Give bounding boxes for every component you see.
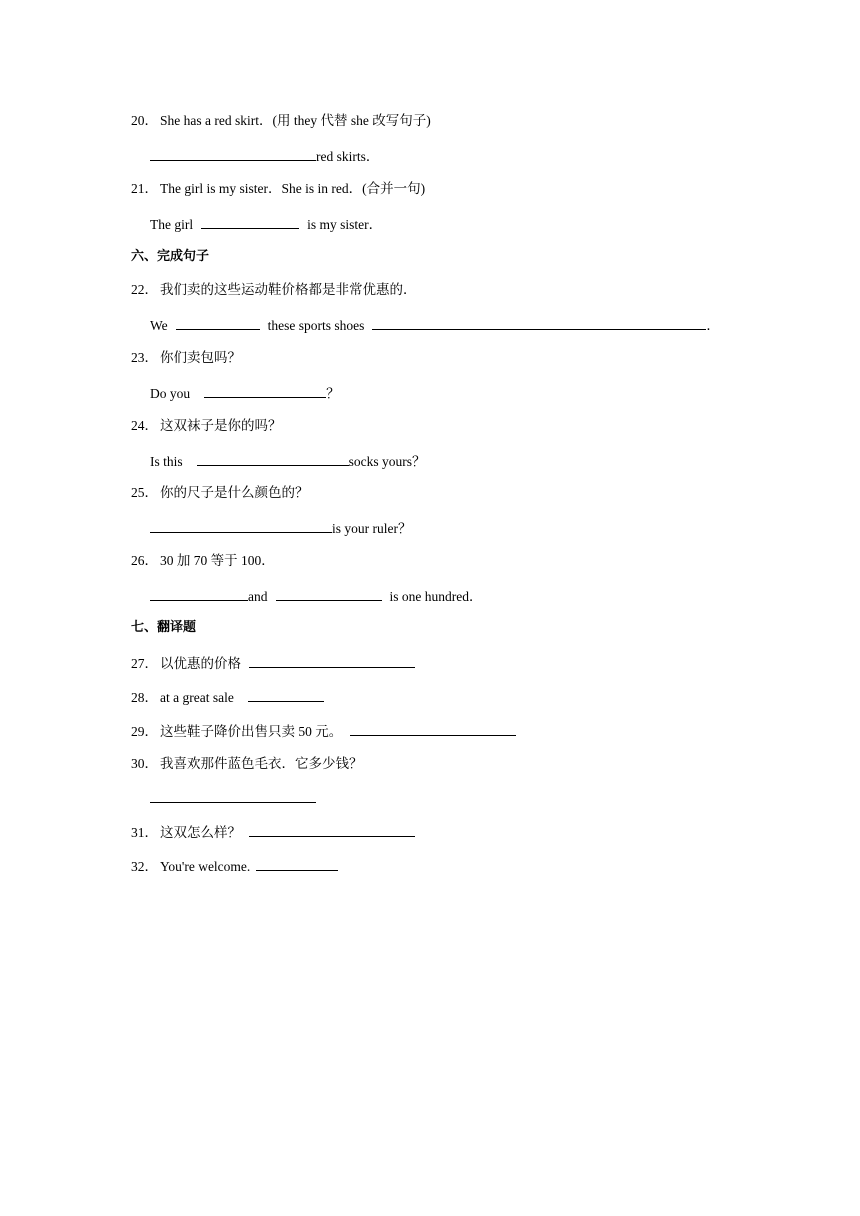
answer-blank[interactable] [372,315,706,330]
answer-text: Do you [150,386,191,401]
question-text: 这双袜子是你的吗？ [160,418,282,433]
question-number: 26． [131,553,158,568]
answer-blank[interactable] [204,383,326,398]
answer-text: socks yours？ [348,454,426,469]
answer-blank[interactable] [249,653,415,668]
question-text: 这些鞋子降价出售只卖 50 元。 [160,724,343,739]
answer-blank[interactable] [249,822,415,837]
answer-text: ． [706,318,720,333]
question-text: 30 加 70 等于 100． [160,553,275,568]
question-29 [131,721,516,741]
question-text: The girl is my sister．She is in red．(合并一句) [160,181,426,196]
question-number: 29． [131,724,158,739]
answer-blank[interactable] [150,518,332,533]
question-24 [131,417,282,435]
answer-blank[interactable] [256,856,338,871]
answer-line-30 [150,788,316,808]
question-text: 你们卖包吗？ [160,350,241,365]
question-number: 28． [131,690,158,705]
question-number: 27． [131,656,158,671]
question-27 [131,653,415,673]
question-22 [131,281,417,299]
question-text: 以优惠的价格 [160,656,241,671]
answer-text: The girl [150,217,194,232]
question-20 [131,112,431,130]
answer-blank[interactable] [201,214,299,229]
answer-blank[interactable] [150,146,316,161]
question-text: 我们卖的这些运动鞋价格都是非常优惠的． [160,282,417,297]
question-30 [131,755,363,773]
question-number: 21． [131,181,158,196]
question-number: 25． [131,485,158,500]
question-28 [131,687,324,707]
question-text: You're welcome. [160,859,251,874]
answer-text: Is this [150,454,183,469]
question-31 [131,822,415,842]
question-number: 20． [131,113,158,128]
answer-line-23 [150,383,340,403]
answer-blank[interactable] [248,687,324,702]
question-text: She has a red skirt．(用 they 代替 she 改写句子) [160,113,431,128]
answer-line-26 [150,586,482,606]
answer-blank[interactable] [150,788,316,803]
question-number: 22． [131,282,158,297]
section-heading-7: 七、翻译题 [131,620,197,635]
answer-line-21 [150,214,382,234]
answer-text: these sports shoes [267,318,365,333]
question-25 [131,484,309,502]
question-number: 31． [131,825,158,840]
answer-text: is your ruler？ [332,521,412,536]
question-number: 23． [131,350,158,365]
answer-text: is one hundred． [389,589,483,604]
question-text: at a great sale [160,690,234,705]
answer-blank[interactable] [176,315,260,330]
question-number: 32． [131,859,158,874]
answer-blank[interactable] [197,451,349,466]
answer-blank[interactable] [150,586,248,601]
question-text: 你的尺子是什么颜色的？ [160,485,309,500]
answer-text: is my sister． [307,217,383,232]
answer-line-25 [150,518,411,538]
answer-blank[interactable] [276,586,382,601]
question-26 [131,552,275,570]
question-text: 这双怎么样？ [160,825,241,840]
answer-text: ？ [326,386,340,401]
answer-text: red skirts． [316,149,380,164]
answer-text: and [248,589,268,604]
question-number: 24． [131,418,158,433]
section-heading-6: 六、完成句子 [131,249,210,264]
question-21 [131,180,425,198]
question-32 [131,856,338,876]
answer-line-24 [150,451,426,471]
question-number: 30． [131,756,158,771]
answer-blank[interactable] [350,721,516,736]
answer-line-20 [150,146,379,166]
answer-line-22 [150,315,720,335]
question-text: 我喜欢那件蓝色毛衣．它多少钱？ [160,756,363,771]
question-23 [131,349,241,367]
answer-text: We [150,318,168,333]
